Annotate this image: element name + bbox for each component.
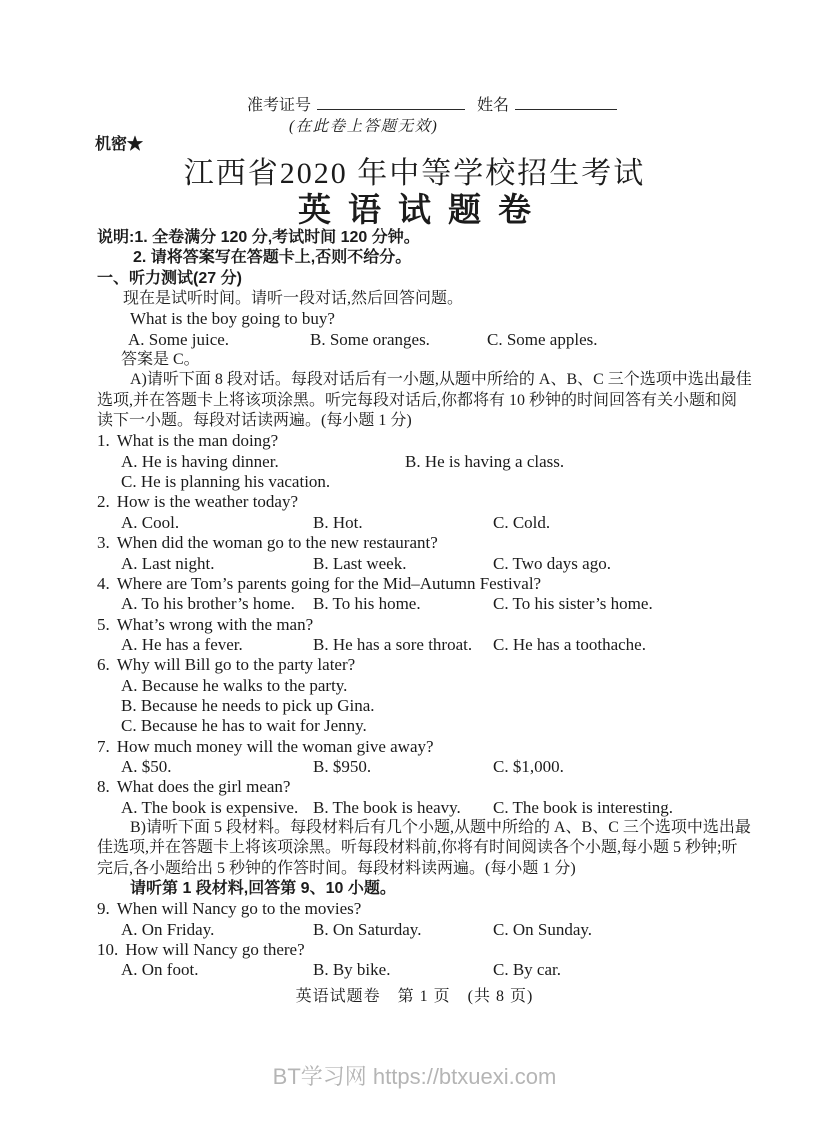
question-1-options-row-1 [97,452,777,472]
option-b: B. Hot. [313,512,363,532]
question-9-options [97,920,777,940]
option-a: A. To his brother’s home. [121,594,295,614]
option-c: C. On Sunday. [493,919,593,939]
name-label: 姓名 [477,97,510,114]
question-1-options-row-2 [97,472,777,492]
option-c: C. Two days ago. [493,553,611,573]
option-b: B. He has a sore throat. [313,634,473,654]
question-9-number: 9. [97,899,110,919]
question-6-number: 6. [97,655,110,675]
question-6-options-row-2 [97,696,777,716]
option-a: A. Last night. [121,553,215,573]
confidential-mark: 机密★ [95,136,144,153]
option-a: A. On foot. [121,960,199,980]
question-9 [97,899,777,919]
question-1-text: What is the man doing? [116,431,279,451]
option-b: B. By bike. [313,960,391,980]
option-b: B. Last week. [313,553,407,573]
sample-options [97,330,777,350]
question-1-number: 1. [97,431,110,451]
notice-line-2: 2. 请将答案写在答题卡上,否则不给分。 [133,249,412,267]
question-2 [97,492,777,512]
paper-title: 英语试题卷 [298,193,548,229]
option-b: B. The book is heavy. [313,797,461,817]
question-6-options-row-1 [97,676,777,696]
header-fields [247,92,617,115]
question-5 [97,615,777,635]
question-4-text: Where are Tom’s parents going for the Mid–Autumn Festival? [116,573,542,593]
question-8-options [97,798,777,818]
option-c: C. $1,000. [493,756,564,776]
watermark-text: BT学习网 https://btxuexi.com [272,1064,557,1089]
admission-number-blank [317,96,465,110]
option-a: A. $50. [121,756,172,776]
question-3-text: When did the woman go to the new restaurant? [116,533,438,553]
option-c: C. The book is interesting. [493,797,674,817]
exam-title: 江西省2020 年中等学校招生考试 [183,157,646,190]
option-c: C. By car. [493,960,561,980]
question-1 [97,431,777,451]
notice-line-1: 说明:1. 全卷满分 120 分,考试时间 120 分钟。 [97,229,420,246]
name-blank [515,96,617,110]
sample-question: What is the boy going to buy? [130,309,335,329]
option-c: C. He is planning his vacation. [121,472,331,492]
question-6-options-row-3 [97,716,777,736]
option-a: A. Because he walks to the party. [121,675,348,695]
question-8 [97,777,777,797]
question-5-text: What’s wrong with the man? [116,614,314,634]
question-10 [97,940,777,960]
option-b: B. He is having a class. [405,451,565,471]
admission-number-label: 准考证号 [247,97,312,114]
option-a: A. He has a fever. [121,634,243,654]
question-2-text: How is the weather today? [116,492,299,512]
material-1-prompt: 请听第 1 段材料,回答第 9、10 小题。 [130,880,396,897]
answer-invalid-note: (在此卷上答题无效) [289,118,439,135]
option-b: B. On Saturday. [313,919,422,939]
question-2-number: 2. [97,492,110,512]
question-7-text: How much money will the woman give away? [116,736,434,756]
question-5-options [97,635,777,655]
option-c: C. To his sister’s home. [493,594,653,614]
exam-body [97,228,777,981]
footer-page-label: 英语试题卷 第 1 页 (共 8 页) [295,988,534,1005]
option-b: B. Some oranges. [310,329,430,349]
option-b: B. Because he needs to pick up Gina. [121,695,375,715]
part-b-instructions-line-1: B)请听下面 5 段材料。每段材料后有几个小题,从题中所给的 A、B、C 三个选项中选出最 [130,818,751,836]
option-c: C. Some apples. [487,329,598,349]
option-a: A. Cool. [121,512,180,532]
listening-section-heading: 一、听力测试(27 分) [97,269,242,287]
option-b: B. $950. [313,756,372,776]
part-a-instructions-line-3: 读下一小题。每段对话读两遍。(每小题 1 分) [97,412,412,430]
option-c: C. Cold. [493,512,551,532]
option-b: B. To his home. [313,594,421,614]
part-b-instructions-line-2: 佳选项,并在答题卡上将该项涂黑。听每段材料前,你将有时间阅读各个小题,每小题 5 秒钟;听 [97,839,738,857]
question-10-text: How will Nancy go there? [125,940,305,960]
option-a: A. The book is expensive. [121,797,299,817]
part-a-instructions-line-2: 选项,并在答题卡上将该项涂黑。听完每段对话后,你都将有 10 秒钟的时间回答有关小题和阅 [97,391,738,409]
question-10-number: 10. [97,940,119,960]
question-7-number: 7. [97,736,110,756]
question-8-number: 8. [97,777,110,797]
question-4-number: 4. [97,573,110,593]
question-7-options [97,757,777,777]
question-9-text: When will Nancy go to the movies? [116,899,362,919]
part-b-instructions-line-3: 完后,各小题给出 5 秒钟的作答时间。每段材料读两遍。(每小题 1 分) [97,859,576,877]
listening-intro: 现在是试听时间。请听一段对话,然后回答问题。 [123,290,464,308]
question-2-options [97,513,777,533]
question-4-options [97,594,777,614]
question-6-text: Why will Bill go to the party later? [116,655,356,675]
option-a: A. On Friday. [121,919,215,939]
sample-answer: 答案是 C。 [121,351,200,369]
question-3-options [97,554,777,574]
question-7 [97,737,777,757]
question-3 [97,533,777,553]
option-a: A. Some juice. [128,329,230,349]
question-4 [97,574,777,594]
question-5-number: 5. [97,614,110,634]
option-a: A. He is having dinner. [121,451,279,471]
question-8-text: What does the girl mean? [116,777,291,797]
part-a-instructions-line-1: A)请听下面 8 段对话。每段对话后有一小题,从题中所给的 A、B、C 三个选项中选出最佳 [130,371,752,389]
option-c: C. Because he has to wait for Jenny. [121,716,367,736]
option-c: C. He has a toothache. [493,634,646,654]
question-10-options [97,960,777,980]
question-3-number: 3. [97,533,110,553]
question-6 [97,655,777,675]
